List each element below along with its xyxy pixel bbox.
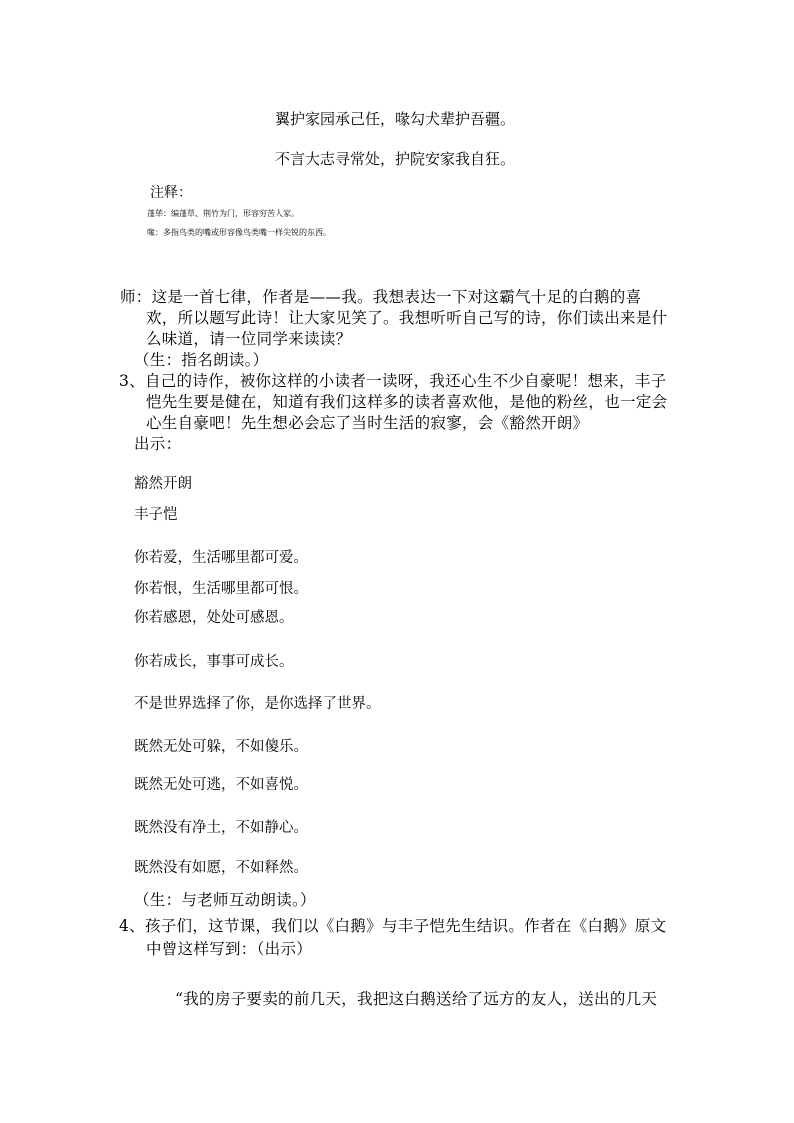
para4-line-2: 中曾这样写到：（出示） bbox=[146, 940, 313, 958]
excerpt-line: 你若爱，生活哪里都可爱。 bbox=[134, 550, 308, 566]
excerpt-line: 你若感恩，处处可感恩。 bbox=[134, 610, 294, 626]
note-1: 蓬荜：编蓬草、荆竹为门，形容穷苦人家。 bbox=[147, 209, 299, 218]
teacher-line-3: 么味道，请一位同学来读读？ bbox=[146, 330, 352, 348]
teacher-line-1: 师：这是一首七律，作者是——我。我想表达一下对这霸气十足的白鹅的喜 bbox=[120, 288, 642, 306]
teacher-line-2: 欢，所以题写此诗！让大家见笑了。我想听听自己写的诗，你们读出来是什 bbox=[146, 309, 668, 327]
note-2: 喙：多指鸟类的嘴或形容像鸟类嘴一样尖锐的东西。 bbox=[147, 228, 331, 237]
quote-line-1: “我的房子要卖的前几天，我把这白鹅送给了远方的友人，送出的几天 bbox=[175, 990, 658, 1008]
para4-line-1: 4、孩子们，这节课，我们以《白鹅》与丰子恺先生结识。作者在《白鹅》原文 bbox=[119, 917, 667, 935]
para3-line-3: 心生自豪吧！先生想必会忘了当时生活的寂寥，会《豁然开朗》 bbox=[146, 414, 589, 432]
show-label: 出示： bbox=[134, 435, 182, 453]
excerpt-line: 你若成长，事事可成长。 bbox=[134, 654, 294, 670]
student-note-1: （生：指名朗读。） bbox=[134, 351, 269, 369]
poem-line-2: 不言大志寻常处，护院安家我自狂。 bbox=[275, 150, 516, 168]
excerpt-line: 不是世界选择了你，是你选择了世界。 bbox=[134, 696, 381, 712]
notes-label: 注释： bbox=[150, 185, 192, 201]
excerpt-line: 既然无处可逃，不如喜悦。 bbox=[134, 777, 308, 793]
student-note-2: （生：与老师互动朗读。） bbox=[134, 891, 316, 909]
excerpt-title: 豁然开朗 bbox=[134, 476, 192, 492]
poem-line-1: 翼护家园承己任，喙勾犬辈护吾疆。 bbox=[275, 110, 516, 128]
excerpt-line: 既然无处可躲，不如傻乐。 bbox=[134, 739, 308, 755]
excerpt-line: 你若恨，生活哪里都可恨。 bbox=[134, 581, 308, 597]
excerpt-line: 既然没有如愿，不如释然。 bbox=[134, 860, 308, 876]
excerpt-author: 丰子恺 bbox=[134, 507, 178, 523]
para3-line-1: 3、自己的诗作，被你这样的小读者一读呀，我还心生不少自豪呢！想来，丰子 bbox=[119, 372, 667, 390]
excerpt-line: 既然没有净土，不如静心。 bbox=[134, 820, 308, 836]
para3-line-2: 恺先生要是健在，知道有我们这样多的读者喜欢他，是他的粉丝，也一定会 bbox=[146, 393, 668, 411]
